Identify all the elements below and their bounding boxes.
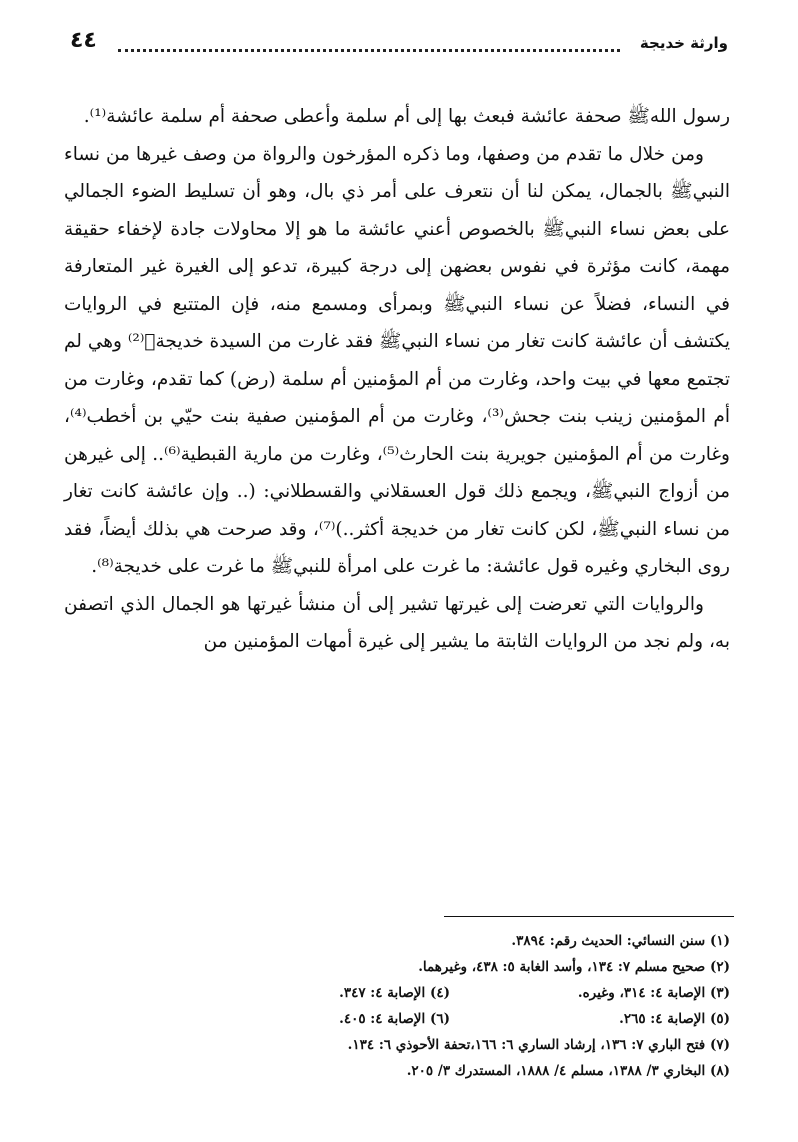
footnote-row-3-4	[64, 980, 730, 1006]
footnote-5: (٥) الإصابة ٤: ٢٦٥.	[619, 1011, 730, 1027]
footnote-1: (١) سنن النسائي: الحديث رقم: ٣٨٩٤.	[511, 933, 730, 949]
page-header	[70, 28, 728, 58]
footnote-6: (٦) الإصابة ٤: ٤٠٥.	[339, 1011, 450, 1027]
footnotes	[64, 928, 730, 1084]
paragraph-3: والروايات التي تعرضت إلى غيرتها تشير إلى أن منشأ غيرتها هو الجمال الذي اتصفن به، ولم نجد من الروايات الثابتة ما يشير إلى غيرة أمهات المؤمنين من	[64, 593, 730, 652]
footnote-4: (٤) الإصابة ٤: ٣٤٧.	[339, 985, 450, 1001]
running-title: وارثة خديجة	[639, 34, 728, 52]
footnote-2: (٢) صحيح مسلم ٧: ١٣٤، وأسد الغابة ٥: ٤٣٨، وغيرهما.	[418, 959, 730, 975]
footnote-row-5-6	[64, 1006, 730, 1032]
footnote-separator	[444, 916, 734, 917]
page-number: ٤٤	[70, 28, 97, 53]
body-text	[64, 98, 730, 661]
footnote-7: (٧) فتح الباري ٧: ١٣٦، إرشاد الساري ٦: ١٦٦،تحفة الأحوذي ٦: ١٣٤.	[347, 1037, 730, 1053]
footnote-3: (٣) الإصابة ٤: ٣١٤، وغيره.	[577, 985, 730, 1001]
footnote-8: (٨) البخاري ٣/ ١٣٨٨، مسلم ٤/ ١٨٨٨، المستدرك ٣/ ٢٠٥.	[406, 1063, 730, 1079]
header-dotted-leader	[118, 49, 620, 52]
paragraph-1: رسول اللهﷺ صحفة عائشة فبعث بها إلى أم سلمة وأعطى صحفة أم سلمة عائشة⁽¹⁾.	[83, 106, 730, 127]
paragraph-2: ومن خلال ما تقدم من وصفها، وما ذكره المؤرخون والرواة من وصف غيرها من نساء النبيﷺ بالجمال، يمكن لنا أن نتعرف على أمر ذي بال، وهو أن تسليط الضوء الجمالي على بعض نساء النبيﷺ بالخصوص أعني عائشة ما هو إلا محاولات جادة لإخفاء حقيقة مهمة، كانت مؤثرة في نفوس بعضهن إلى درجة كبيرة، تدعو إلى الغيرة غير المتعارفة في النساء، فضلاً عن نساء النبيﷺ وبمرأى ومسمع منه، فإن المتتبع في الروايات يكتشف أن عائشة كانت تغار من نساء النبيﷺ فقد غارت من السيدة خديجة﷨⁽²⁾ وهي لم تجتمع معها في بيت واحد، وغارت من أم المؤمنين أم سلمة (رض) كما تقدم، وغارت من أم المؤمنين زينب بنت جحش⁽³⁾، وغارت من أم المؤمنين صفية بنت حيّي بن أخطب⁽⁴⁾، وغارت من أم المؤمنين جويرية بنت الحارث⁽⁵⁾، وغارت من مارية القبطية⁽⁶⁾.. إلى غيرهن من أزواج النبيﷺ، ويجمع ذلك قول العسقلاني والقسطلاني: (.. وإن عائشة كانت تغار من نساء النبيﷺ، لكن كانت تغار من خديجة أكثر..)⁽⁷⁾، وقد صرحت هي بذلك أيضاً، فقد روى البخاري وغيره قول عائشة: ما غرت على امرأة للنبيﷺ ما غرت على خديجة⁽⁸⁾.	[64, 143, 731, 577]
